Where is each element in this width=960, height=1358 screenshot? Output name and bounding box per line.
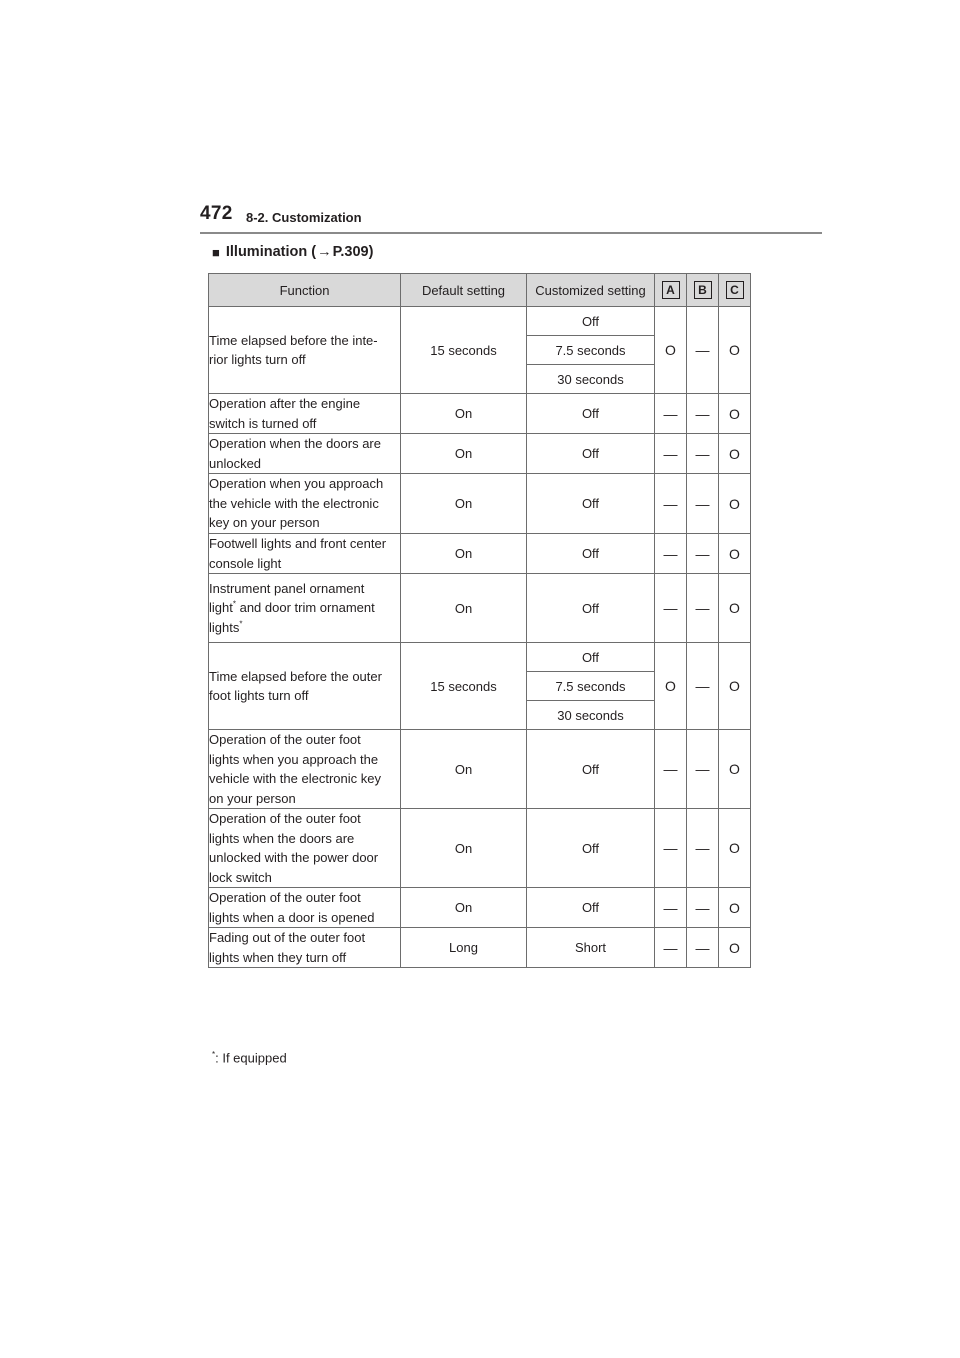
function-text: Operation of the outer foot lights when you approach the vehicle with the electronic key on your person — [209, 732, 381, 806]
col-c-mark: O — [719, 307, 751, 394]
footnote-mark: * — [212, 1050, 216, 1059]
header-function: Function — [209, 274, 401, 307]
col-a-mark: — — [655, 534, 687, 574]
default-setting-cell: 15 seconds — [401, 643, 527, 730]
col-c-mark: O — [719, 643, 751, 730]
col-a-mark: — — [655, 730, 687, 809]
function-text: Time elapsed before the outer foot lights turn off — [209, 668, 382, 703]
footnote — [212, 1050, 287, 1065]
function-text: Operation of the outer foot lights when the doors are unlocked with the power door lock switch — [209, 811, 379, 885]
default-setting-cell: On — [401, 730, 527, 809]
function-text: Time elapsed before the inte- rior lights turn off — [209, 332, 378, 367]
header-col-b — [687, 274, 719, 307]
col-c-mark: O — [719, 574, 751, 643]
customized-setting-cell: Off — [527, 574, 655, 643]
table-row — [209, 394, 751, 434]
col-a-mark: — — [655, 888, 687, 928]
col-c-mark: O — [719, 474, 751, 534]
customized-setting-cell: Off — [527, 434, 655, 474]
default-setting-cell: 15 seconds — [401, 307, 527, 394]
col-b-mark: — — [687, 888, 719, 928]
function-text: Operation when you approach the vehicle with the electronic key on your person — [209, 476, 384, 531]
subheading-page-ref[interactable]: P.309) — [332, 244, 374, 260]
customized-setting-cell: Off — [527, 394, 655, 434]
default-setting-cell: On — [401, 434, 527, 474]
customized-setting-cell: Off — [527, 730, 655, 809]
default-setting-cell: Long — [401, 928, 527, 968]
col-c-mark: O — [719, 394, 751, 434]
default-setting-cell: On — [401, 809, 527, 888]
col-b-mark: — — [687, 809, 719, 888]
customized-setting-cell: Short — [527, 928, 655, 968]
col-b-mark: — — [687, 474, 719, 534]
col-a-mark: — — [655, 809, 687, 888]
col-a-mark: O — [655, 307, 687, 394]
header-default-setting: Default setting — [401, 274, 527, 307]
col-b-mark: — — [687, 928, 719, 968]
subheading — [212, 244, 373, 260]
customized-setting-cell: 30 seconds — [527, 365, 655, 394]
function-cell — [209, 809, 401, 888]
footnote-asterisk: * — [239, 619, 243, 629]
function-cell — [209, 574, 401, 643]
col-c-mark: O — [719, 534, 751, 574]
col-a-mark: — — [655, 434, 687, 474]
customized-setting-cell: Off — [527, 307, 655, 336]
header-col-c — [719, 274, 751, 307]
table-row — [209, 574, 751, 643]
customized-setting-cell: 7.5 seconds — [527, 672, 655, 701]
customized-setting-cell: Off — [527, 888, 655, 928]
default-setting-cell: On — [401, 474, 527, 534]
function-cell — [209, 474, 401, 534]
col-a-mark: O — [655, 643, 687, 730]
table-row — [209, 643, 751, 672]
customized-setting-cell: 30 seconds — [527, 701, 655, 730]
function-cell — [209, 888, 401, 928]
col-b-mark: — — [687, 307, 719, 394]
default-setting-cell: On — [401, 888, 527, 928]
function-cell — [209, 928, 401, 968]
col-a-mark: — — [655, 574, 687, 643]
footnote-asterisk: * — [232, 599, 236, 609]
col-a-mark: — — [655, 474, 687, 534]
customized-setting-cell: Off — [527, 534, 655, 574]
table-header-row — [209, 274, 751, 307]
customized-setting-cell: Off — [527, 474, 655, 534]
default-setting-cell: On — [401, 574, 527, 643]
col-b-mark: — — [687, 394, 719, 434]
customized-setting-cell: Off — [527, 809, 655, 888]
col-a-mark: — — [655, 394, 687, 434]
table-body — [209, 307, 751, 968]
footnote-text: : If equipped — [215, 1050, 287, 1066]
section-title: 8-2. Customization — [246, 210, 362, 225]
customization-table — [208, 273, 751, 968]
col-b-mark: — — [687, 730, 719, 809]
col-c-mark: O — [719, 809, 751, 888]
table-row — [209, 928, 751, 968]
table-row — [209, 888, 751, 928]
customized-setting-cell: 7.5 seconds — [527, 336, 655, 365]
col-c-mark: O — [719, 928, 751, 968]
bullet-square-icon: ■ — [212, 244, 220, 260]
col-b-mark: — — [687, 643, 719, 730]
col-c-mark: O — [719, 888, 751, 928]
box-c-icon: C — [726, 281, 744, 299]
col-b-mark: — — [687, 434, 719, 474]
table-row — [209, 474, 751, 534]
default-setting-cell: On — [401, 394, 527, 434]
table-row — [209, 434, 751, 474]
table-row — [209, 307, 751, 336]
customized-setting-cell: Off — [527, 643, 655, 672]
function-cell — [209, 394, 401, 434]
subheading-text: Illumination ( — [225, 244, 317, 260]
function-text: Operation when the doors are unlocked — [209, 436, 381, 471]
default-setting-cell: On — [401, 534, 527, 574]
table-row — [209, 534, 751, 574]
table-row — [209, 809, 751, 888]
function-cell — [209, 534, 401, 574]
function-text: Fading out of the outer foot lights when they turn off — [209, 930, 366, 965]
col-a-mark: — — [655, 928, 687, 968]
function-cell — [209, 307, 401, 394]
function-cell — [209, 643, 401, 730]
table-row — [209, 730, 751, 809]
function-cell — [209, 434, 401, 474]
box-b-icon: B — [694, 281, 712, 299]
function-text: Operation after the engine switch is turned off — [209, 396, 361, 431]
arrow-right-icon: → — [317, 244, 332, 260]
col-c-mark: O — [719, 730, 751, 809]
box-a-icon: A — [662, 281, 680, 299]
header-customized-setting: Customized setting — [527, 274, 655, 307]
header-divider — [200, 232, 822, 234]
col-c-mark: O — [719, 434, 751, 474]
page-number: 472 — [200, 203, 233, 224]
function-text: Instrument panel ornament light — [209, 580, 365, 616]
function-text: and door trim ornament lights — [209, 600, 375, 635]
function-text: Footwell lights and front center console light — [209, 536, 387, 571]
col-b-mark: — — [687, 534, 719, 574]
header-col-a — [655, 274, 687, 307]
function-cell — [209, 730, 401, 809]
col-b-mark: — — [687, 574, 719, 643]
function-text: Operation of the outer foot lights when a door is opened — [209, 890, 375, 925]
